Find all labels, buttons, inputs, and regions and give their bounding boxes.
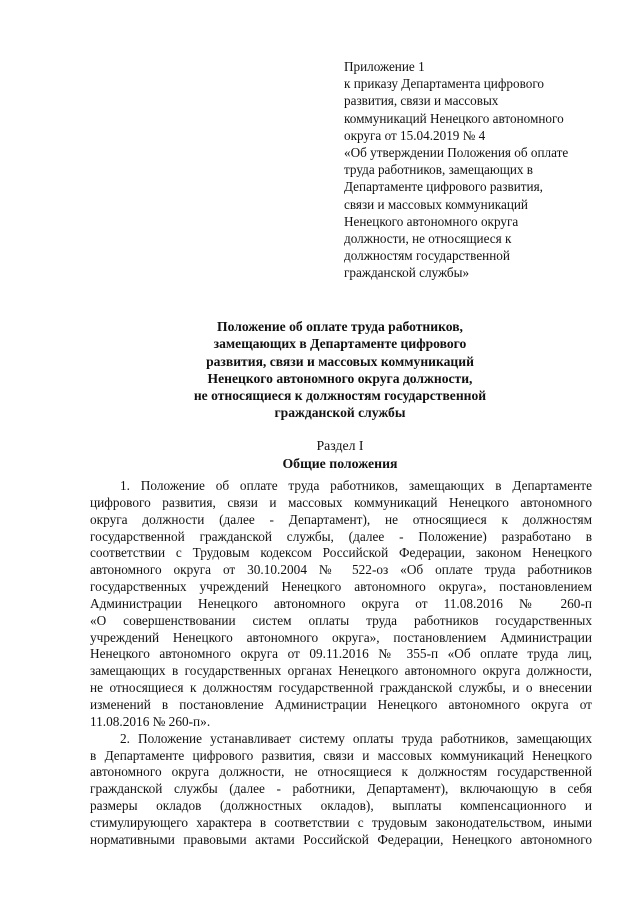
- annex-header: [344, 58, 604, 282]
- paragraph-line: 1. Положение об оплате труда работников, замещающих в Департаменте: [120, 478, 592, 493]
- title-line: замещающих в Департаменте цифрового: [213, 336, 467, 352]
- title-line: не относящиеся к должностям государственной: [193, 388, 487, 404]
- paragraph-line: цифрового развития, связи и массовых коммуникаций Ненецкого автономного: [90, 494, 592, 510]
- paragraph-line: стимулирующего характера в соответствии с трудовым законодательством, иными: [90, 814, 592, 830]
- annex-line: должности, не относящиеся к: [344, 231, 512, 247]
- annex-line: труда работников, замещающих в: [344, 162, 534, 178]
- paragraph-line: 2. Положение устанавливает систему оплаты труда работников, замещающих: [120, 730, 592, 746]
- title-line: Ненецкого автономного округа должности,: [207, 370, 473, 386]
- annex-line: округа от 15.04.2019 № 4: [344, 127, 486, 143]
- annex-line: развития, связи и массовых: [344, 93, 499, 109]
- paragraph-line: Администрации Ненецкого автономного округа от 11.08.2016 № 260-п: [90, 595, 592, 611]
- section-title: Общие положения: [282, 455, 398, 471]
- title-line: гражданской службы: [274, 405, 406, 421]
- paragraph-line: замещающих в государственных органах Ненецкого автономного округа должности,: [90, 663, 592, 679]
- paragraph-2: [90, 731, 592, 849]
- annex-line: Департаменте цифрового развития,: [344, 179, 543, 195]
- paragraph-line: в Департаменте цифрового развития, связи и массовых коммуникаций Ненецкого: [90, 747, 592, 763]
- title-line: развития, связи и массовых коммуникаций: [206, 353, 474, 369]
- section-heading: [90, 437, 590, 472]
- paragraph-line: округа должности (далее - Департамент), не относящиеся к должностям: [90, 511, 592, 527]
- paragraph-line: изменений в постановление Администрации Ненецкого автономного округа от: [90, 696, 592, 712]
- annex-line: Приложение 1: [344, 59, 425, 74]
- annex-line: «Об утверждении Положения об оплате: [344, 145, 569, 161]
- paragraph-line: государственных учреждений Ненецкого автономного округа», постановлением: [90, 579, 592, 595]
- paragraph-line: автономного округа от 30.10.2004 № 522-оз «Об оплате труда работников: [90, 562, 592, 578]
- paragraph-line: 11.08.2016 № 260-п».: [90, 713, 211, 729]
- annex-line: к приказу Департамента цифрового: [344, 76, 544, 92]
- paragraph-line: соответствии с Трудовым кодексом Российской Федерации, законом Ненецкого: [90, 545, 592, 561]
- annex-line: коммуникаций Ненецкого автономного: [344, 110, 564, 126]
- paragraph-line: Ненецкого автономного округа от 09.11.2016 № 355-п «Об оплате труда лиц,: [90, 646, 592, 662]
- paragraph-line: гражданской службы (далее - работники, Департамент), включающую в себя: [90, 781, 592, 797]
- annex-line: гражданской службы»: [344, 265, 470, 281]
- paragraph-line: размеры окладов (должностных окладов), выплаты компенсационного и: [90, 798, 592, 814]
- paragraph-line: государственной гражданской службы, (далее - Положение) разработано в: [90, 528, 592, 544]
- document-body: [90, 478, 592, 849]
- paragraph-line: нормативными правовыми актами Российской Федерации, Ненецкого автономного: [90, 831, 592, 847]
- annex-line: связи и массовых коммуникаций: [344, 196, 528, 212]
- section-number: Раздел I: [316, 438, 364, 453]
- annex-line: Ненецкого автономного округа: [344, 213, 519, 229]
- document-title: [90, 318, 590, 422]
- paragraph-line: не относящиеся к должностям государственной гражданской службы, и о внесении: [90, 680, 592, 696]
- paragraph-line: учреждений Ненецкого автономного округа», постановлением Администрации: [90, 629, 592, 645]
- annex-line: должностям государственной: [344, 248, 510, 264]
- title-line: Положение об оплате труда работников,: [217, 319, 463, 334]
- paragraph-line: автономного округа должности, не относящиеся к должностям государственной: [90, 764, 592, 780]
- paragraph-line: «О совершенствовании систем оплаты труда работников государственных: [90, 612, 592, 628]
- paragraph-1: [90, 478, 592, 731]
